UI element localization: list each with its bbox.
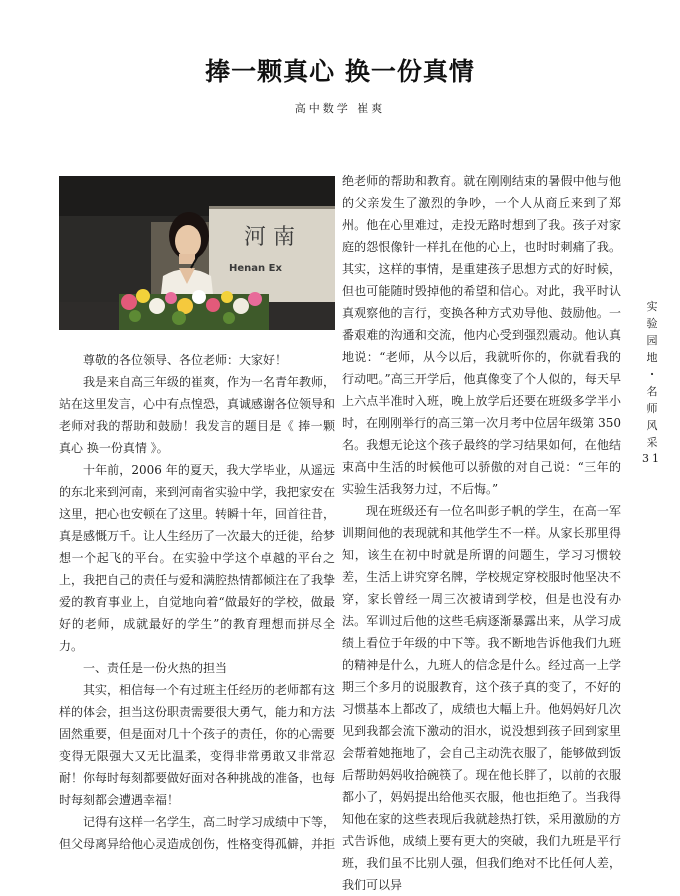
responsibility-paragraph: 其实，相信每一个有过班主任经历的老师都有这样的体会，担当这份职责需要很大勇气，能力和方法固然重要，但是面对几十个孩子的责任，你的心需要变得无限强大又无比温柔，变得非常勇敢又非常忍耐！你每时每刻都要做好面对各种挑战的准备，也每时每刻都会遭遇幸福！ bbox=[59, 683, 336, 807]
article-byline: 高中数学 崔爽 bbox=[294, 102, 386, 115]
backdrop-sign-cn: 河 南 bbox=[244, 225, 295, 250]
intro-paragraph: 我是来自高三年级的崔爽，作为一名青年教师，站在这里发言，心中有点惶恐，真诚感谢各位领导和老师对我的帮助和鼓励！我发言的题目是《 捧一颗真心 换一份真情 》。 bbox=[59, 375, 336, 455]
greeting-paragraph: 尊敬的各位领导、各位老师：大家好！ bbox=[83, 353, 288, 367]
section-label-char: 采 bbox=[646, 436, 658, 449]
backdrop-sign-en: Henan Ex bbox=[229, 263, 282, 274]
section-label-char: 师 bbox=[646, 402, 658, 415]
left-text-column bbox=[59, 349, 335, 855]
section-label-char: 风 bbox=[646, 419, 658, 432]
section-label-char: 实 bbox=[646, 300, 658, 313]
right-text-column bbox=[342, 170, 621, 896]
section-label-char: 园 bbox=[646, 334, 658, 347]
section-label-char: 地 bbox=[646, 351, 658, 364]
section-label-separator: · bbox=[650, 368, 654, 381]
page-number: 31 bbox=[642, 452, 662, 465]
article-title: 捧一颗真心 换一份真情 bbox=[205, 57, 475, 86]
student-story-paragraph: 记得有这样一名学生，高二时学习成绩中下等，但父母离异给他心灵造成创伤，性格变得孤僻，并拒 bbox=[59, 815, 336, 851]
section-heading-1: 一、责任是一份火热的担当 bbox=[83, 661, 228, 675]
speaker-photo bbox=[59, 176, 335, 330]
student-story-continued: 绝老师的帮助和教育。就在刚刚结束的暑假中他与他的父亲发生了激烈的争吵，一个人从商丘来到了郑州。他在心里难过，走投无路时想到了我。孩子对家庭的怨恨像针一样扎在他的心上，也时时刺痛了我。其实，这样的事情，是重建孩子思想方式的好时候，但也可能随时毁掉他的希望和信心。对此，我平时认真观察他的言行，变换各种方式劝导他、鼓励他。一番艰难的沟通和交流，他内心受到强烈震动。他认真地说：“老师，从今以后，我就听你的，你就看我的行动吧。”高三开学后，他真像变了个人似的，每天早上六点半准时入班，晚上放学后还要在班级多学半小时，在刚刚举行的高三第一次月考中位居年级第 350 名。我想无论这个孩子最终的学习结果如何，在他结束高中生活的时候他可以骄傲的对自己说：“三年的实验生活我努力过，不后悔。” bbox=[342, 174, 621, 496]
background-paragraph: 十年前，2006 年的夏天，我大学毕业，从遥远的东北来到河南，来到河南省实验中学，我把家安在这里，把心也安顿在了这里。转瞬十年，回首往昔，真是感慨万千。让人生经历了一次最大的迁徙，给梦想一个起飞的平台。在实验中学这个卓越的平台之上，我把自己的责任与爱和满腔热情都倾注在了我挚爱的教育事业上，自觉地向着“做最好的学校，做最好的老师，成就最好的学生”的教育理想而拼尽全力。 bbox=[59, 463, 336, 653]
section-label-vertical bbox=[640, 298, 664, 451]
section-label-char: 名 bbox=[646, 385, 658, 398]
section-label-char: 验 bbox=[646, 317, 658, 330]
second-student-paragraph: 现在班级还有一位名叫彭子帆的学生，在高一军训期间他的表现就和其他学生不一样。从家长那里得知，该生在初中时就是所谓的问题生，学习习惯较差，生活上讲究穿名牌，学校规定穿校服时他坚决不穿，家长曾经一周三次被请到学校，但是也没有办法。军训过后他的这些毛病逐渐暴露出来，从学习成绩上看位于年级的中下等。我不断地告诉他我们九班的精神是什么，九班人的信念是什么。经过高一上学期三个多月的说服教育，这个孩子真的变了，不好的习惯基本上都改了，成绩也大幅上升。他妈妈好几次见到我都会流下激动的泪水，说没想到孩子回到家里会帮着她拖地了，会自己主动洗衣服了，能够做到饭后帮助妈妈收拾碗筷了。现在他长胖了，以前的衣服都小了，妈妈提出给他买衣服，他也拒绝了。当我得知他在家的这些表现后我就趁热打铁，采用激励的方式告诉他，成绩上要有更大的突破，我们九班是平行班，我们虽不比别人强，但我们绝对不比任何人差，我们可以异 bbox=[342, 504, 621, 892]
